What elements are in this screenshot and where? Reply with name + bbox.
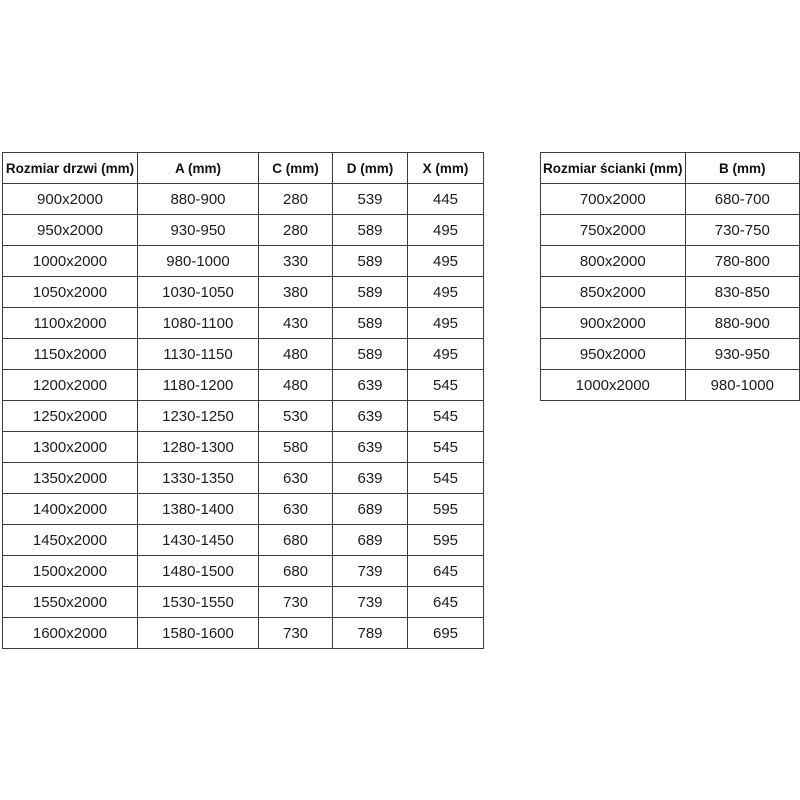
table-cell: 545 (408, 370, 484, 401)
table-cell: 1100x2000 (3, 308, 138, 339)
table-cell: 330 (259, 246, 333, 277)
wall-size-table (540, 152, 800, 401)
header-row (541, 153, 800, 184)
table-cell: 1330-1350 (138, 463, 259, 494)
table-cell: 589 (333, 339, 408, 370)
column-header: A (mm) (138, 153, 259, 184)
table-cell: 280 (259, 215, 333, 246)
table-cell: 589 (333, 246, 408, 277)
table-cell: 645 (408, 587, 484, 618)
table-cell: 1430-1450 (138, 525, 259, 556)
table-row (541, 215, 800, 246)
table-cell: 730-750 (685, 215, 799, 246)
table-cell: 1400x2000 (3, 494, 138, 525)
table-cell: 1180-1200 (138, 370, 259, 401)
column-header: Rozmiar ścianki (mm) (541, 153, 686, 184)
table-cell: 645 (408, 556, 484, 587)
table-cell: 739 (333, 587, 408, 618)
table-cell: 595 (408, 525, 484, 556)
table-cell: 445 (408, 184, 484, 215)
table-cell: 789 (333, 618, 408, 649)
column-header: C (mm) (259, 153, 333, 184)
table-cell: 495 (408, 339, 484, 370)
table-cell: 739 (333, 556, 408, 587)
table-row (3, 308, 484, 339)
table-cell: 880-900 (685, 308, 799, 339)
table-row (3, 556, 484, 587)
table-cell: 589 (333, 308, 408, 339)
table-row (3, 401, 484, 432)
table-cell: 1500x2000 (3, 556, 138, 587)
table-cell: 589 (333, 215, 408, 246)
table-row (541, 246, 800, 277)
table-cell: 1580-1600 (138, 618, 259, 649)
column-header: X (mm) (408, 153, 484, 184)
table-cell: 595 (408, 494, 484, 525)
table-cell: 1230-1250 (138, 401, 259, 432)
table-cell: 980-1000 (685, 370, 799, 401)
table-cell: 930-950 (685, 339, 799, 370)
table-cell: 530 (259, 401, 333, 432)
table-cell: 280 (259, 184, 333, 215)
table-cell: 1050x2000 (3, 277, 138, 308)
table-cell: 639 (333, 401, 408, 432)
table-cell: 1600x2000 (3, 618, 138, 649)
table-cell: 430 (259, 308, 333, 339)
table-row (541, 184, 800, 215)
door-size-table (2, 152, 484, 649)
table-cell: 1350x2000 (3, 463, 138, 494)
table-cell: 380 (259, 277, 333, 308)
table-cell: 1000x2000 (541, 370, 686, 401)
table-cell: 689 (333, 494, 408, 525)
table-row (3, 525, 484, 556)
table-row (3, 339, 484, 370)
table-row (3, 494, 484, 525)
table-cell: 900x2000 (541, 308, 686, 339)
table-row (3, 432, 484, 463)
table-cell: 730 (259, 587, 333, 618)
table-row (3, 215, 484, 246)
table-cell: 800x2000 (541, 246, 686, 277)
table-cell: 639 (333, 463, 408, 494)
table-cell: 1480-1500 (138, 556, 259, 587)
column-header: Rozmiar drzwi (mm) (3, 153, 138, 184)
table-cell: 1130-1150 (138, 339, 259, 370)
table-row (541, 339, 800, 370)
table-cell: 850x2000 (541, 277, 686, 308)
table-row (3, 246, 484, 277)
table-cell: 545 (408, 432, 484, 463)
table-cell: 630 (259, 494, 333, 525)
table-cell: 980-1000 (138, 246, 259, 277)
table-cell: 1150x2000 (3, 339, 138, 370)
table-row (541, 277, 800, 308)
table-cell: 1300x2000 (3, 432, 138, 463)
table-row (3, 463, 484, 494)
table-cell: 480 (259, 370, 333, 401)
table-cell: 750x2000 (541, 215, 686, 246)
table-cell: 900x2000 (3, 184, 138, 215)
table-cell: 495 (408, 215, 484, 246)
table-cell: 880-900 (138, 184, 259, 215)
table-cell: 950x2000 (3, 215, 138, 246)
table-cell: 930-950 (138, 215, 259, 246)
table-cell: 700x2000 (541, 184, 686, 215)
table-cell: 495 (408, 246, 484, 277)
table-cell: 1080-1100 (138, 308, 259, 339)
table-cell: 1000x2000 (3, 246, 138, 277)
table-cell: 695 (408, 618, 484, 649)
table-cell: 630 (259, 463, 333, 494)
table-cell: 830-850 (685, 277, 799, 308)
table-cell: 639 (333, 370, 408, 401)
table-row (541, 308, 800, 339)
table-cell: 639 (333, 432, 408, 463)
column-header: B (mm) (685, 153, 799, 184)
table-cell: 545 (408, 401, 484, 432)
table-row (541, 370, 800, 401)
table-cell: 1450x2000 (3, 525, 138, 556)
table-row (3, 618, 484, 649)
table-cell: 730 (259, 618, 333, 649)
table-cell: 680 (259, 525, 333, 556)
table-cell: 1030-1050 (138, 277, 259, 308)
table-cell: 1380-1400 (138, 494, 259, 525)
table-cell: 680 (259, 556, 333, 587)
table-row (3, 184, 484, 215)
table-cell: 950x2000 (541, 339, 686, 370)
table-cell: 1550x2000 (3, 587, 138, 618)
table-cell: 580 (259, 432, 333, 463)
column-header: D (mm) (333, 153, 408, 184)
table-cell: 680-700 (685, 184, 799, 215)
table-cell: 1530-1550 (138, 587, 259, 618)
table-cell: 589 (333, 277, 408, 308)
table-row (3, 370, 484, 401)
table-cell: 495 (408, 308, 484, 339)
table-cell: 780-800 (685, 246, 799, 277)
header-row (3, 153, 484, 184)
table-cell: 539 (333, 184, 408, 215)
table-cell: 480 (259, 339, 333, 370)
table-row (3, 277, 484, 308)
table-row (3, 587, 484, 618)
table-cell: 1250x2000 (3, 401, 138, 432)
table-cell: 545 (408, 463, 484, 494)
table-cell: 689 (333, 525, 408, 556)
table-cell: 1200x2000 (3, 370, 138, 401)
table-cell: 1280-1300 (138, 432, 259, 463)
table-cell: 495 (408, 277, 484, 308)
